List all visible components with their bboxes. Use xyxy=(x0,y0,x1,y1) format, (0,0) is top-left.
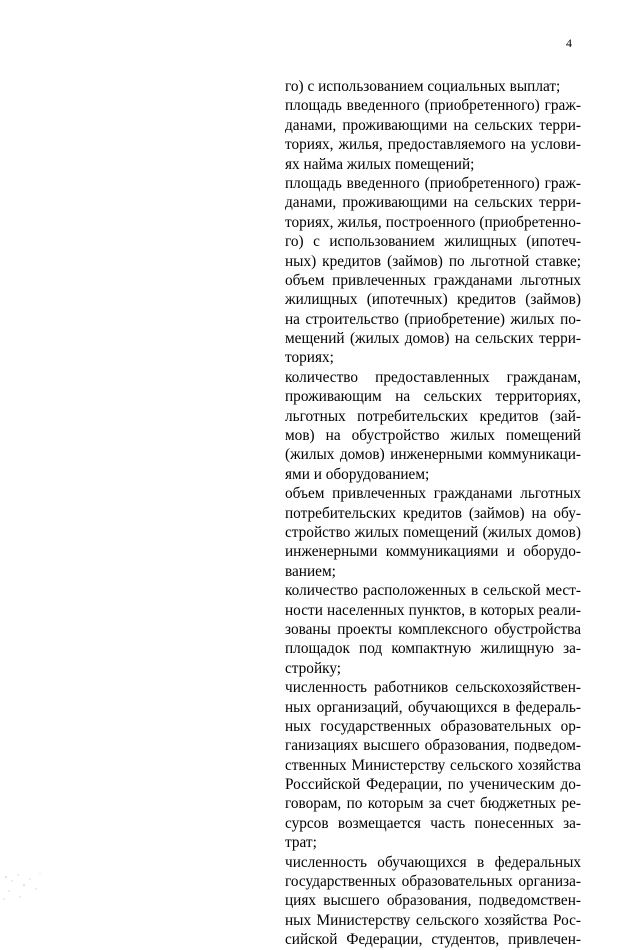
text-line: ных государственных образовательных ор- xyxy=(285,717,581,735)
text-line: численность работников сельскохозяйствен- xyxy=(285,679,581,697)
text-line: сурсов возмещается часть понесенных за- xyxy=(285,814,581,832)
text-line: потребительских кредитов (займов) на обу- xyxy=(285,504,581,522)
text-line: количество предоставленных гражданам, xyxy=(285,368,581,386)
page-number: 4 xyxy=(566,36,572,50)
text-line: объем привлеченных гражданами льготных xyxy=(285,485,581,503)
text-line: го) с использованием жилищных (ипотеч- xyxy=(285,233,581,251)
text-line: государственных образовательных организа- xyxy=(285,873,581,891)
text-line: стройство жилых помещений (жилых домов) xyxy=(285,523,581,541)
text-line: объем привлеченных гражданами льготных xyxy=(285,271,581,289)
text-line: ториях; xyxy=(285,349,334,367)
text-line: количество расположенных в сельской мест- xyxy=(285,582,581,600)
text-line: данами, проживающими на сельских терри- xyxy=(285,116,581,134)
text-line: (жилых домов) инженерными коммуникаци- xyxy=(285,446,581,464)
text-line: мещений (жилых домов) на сельских терри- xyxy=(285,330,581,348)
text-line: ванием; xyxy=(285,562,336,580)
text-line: циях высшего образования, подведомствен- xyxy=(285,892,581,910)
text-line: мов) на обустройство жилых помещений xyxy=(285,427,581,445)
text-line: ных Министерству сельского хозяйства Рос- xyxy=(285,911,581,929)
text-line: говорам, по которым за счет бюджетных ре- xyxy=(285,795,581,813)
text-line: численность обучающихся в федеральных xyxy=(285,853,581,871)
text-line: ями и оборудованием; xyxy=(285,465,430,483)
text-line: данами, проживающими на сельских терри- xyxy=(285,194,581,212)
text-line: площадок под компактную жилищную за- xyxy=(285,640,581,658)
text-line: проживающим на сельских территориях, xyxy=(285,388,581,406)
text-line: ториях, жилья, предоставляемого на услови- xyxy=(285,136,581,154)
text-line: ях найма жилых помещений; xyxy=(285,155,475,173)
text-line: площадь введенного (приобретенного) граж- xyxy=(285,174,581,192)
text-line: зованы проекты комплексного обустройства xyxy=(285,620,581,638)
text-line: трат; xyxy=(285,834,317,852)
text-line: на строительство (приобретение) жилых по- xyxy=(285,310,581,328)
text-line: стройку; xyxy=(285,659,342,677)
text-line: сийской Федерации, студентов, привлечен- xyxy=(285,931,581,949)
document-body xyxy=(285,77,581,950)
text-line: ности населенных пунктов, в которых реали- xyxy=(285,601,581,619)
text-line: ганизациях высшего образования, подведом- xyxy=(285,737,581,755)
text-line: площадь введенного (приобретенного) граж- xyxy=(285,97,581,115)
text-line: ственных Министерству сельского хозяйства xyxy=(285,756,581,774)
text-line: го) с использованием социальных выплат; xyxy=(285,78,561,95)
text-line: льготных потребительских кредитов (зай- xyxy=(285,407,581,425)
text-line: инженерными коммуникациями и оборудо- xyxy=(285,543,581,561)
text-line: ных) кредитов (займов) по льготной ставке; xyxy=(285,252,581,270)
text-line: ных организаций, обучающихся в федераль- xyxy=(285,698,581,716)
text-line: жилищных (ипотечных) кредитов (займов) xyxy=(285,291,581,309)
text-line: Российской Федерации, по ученическим до- xyxy=(285,776,581,794)
text-line: ториях, жилья, построенного (приобретенно- xyxy=(285,213,581,231)
scan-specks-decoration xyxy=(0,865,60,905)
